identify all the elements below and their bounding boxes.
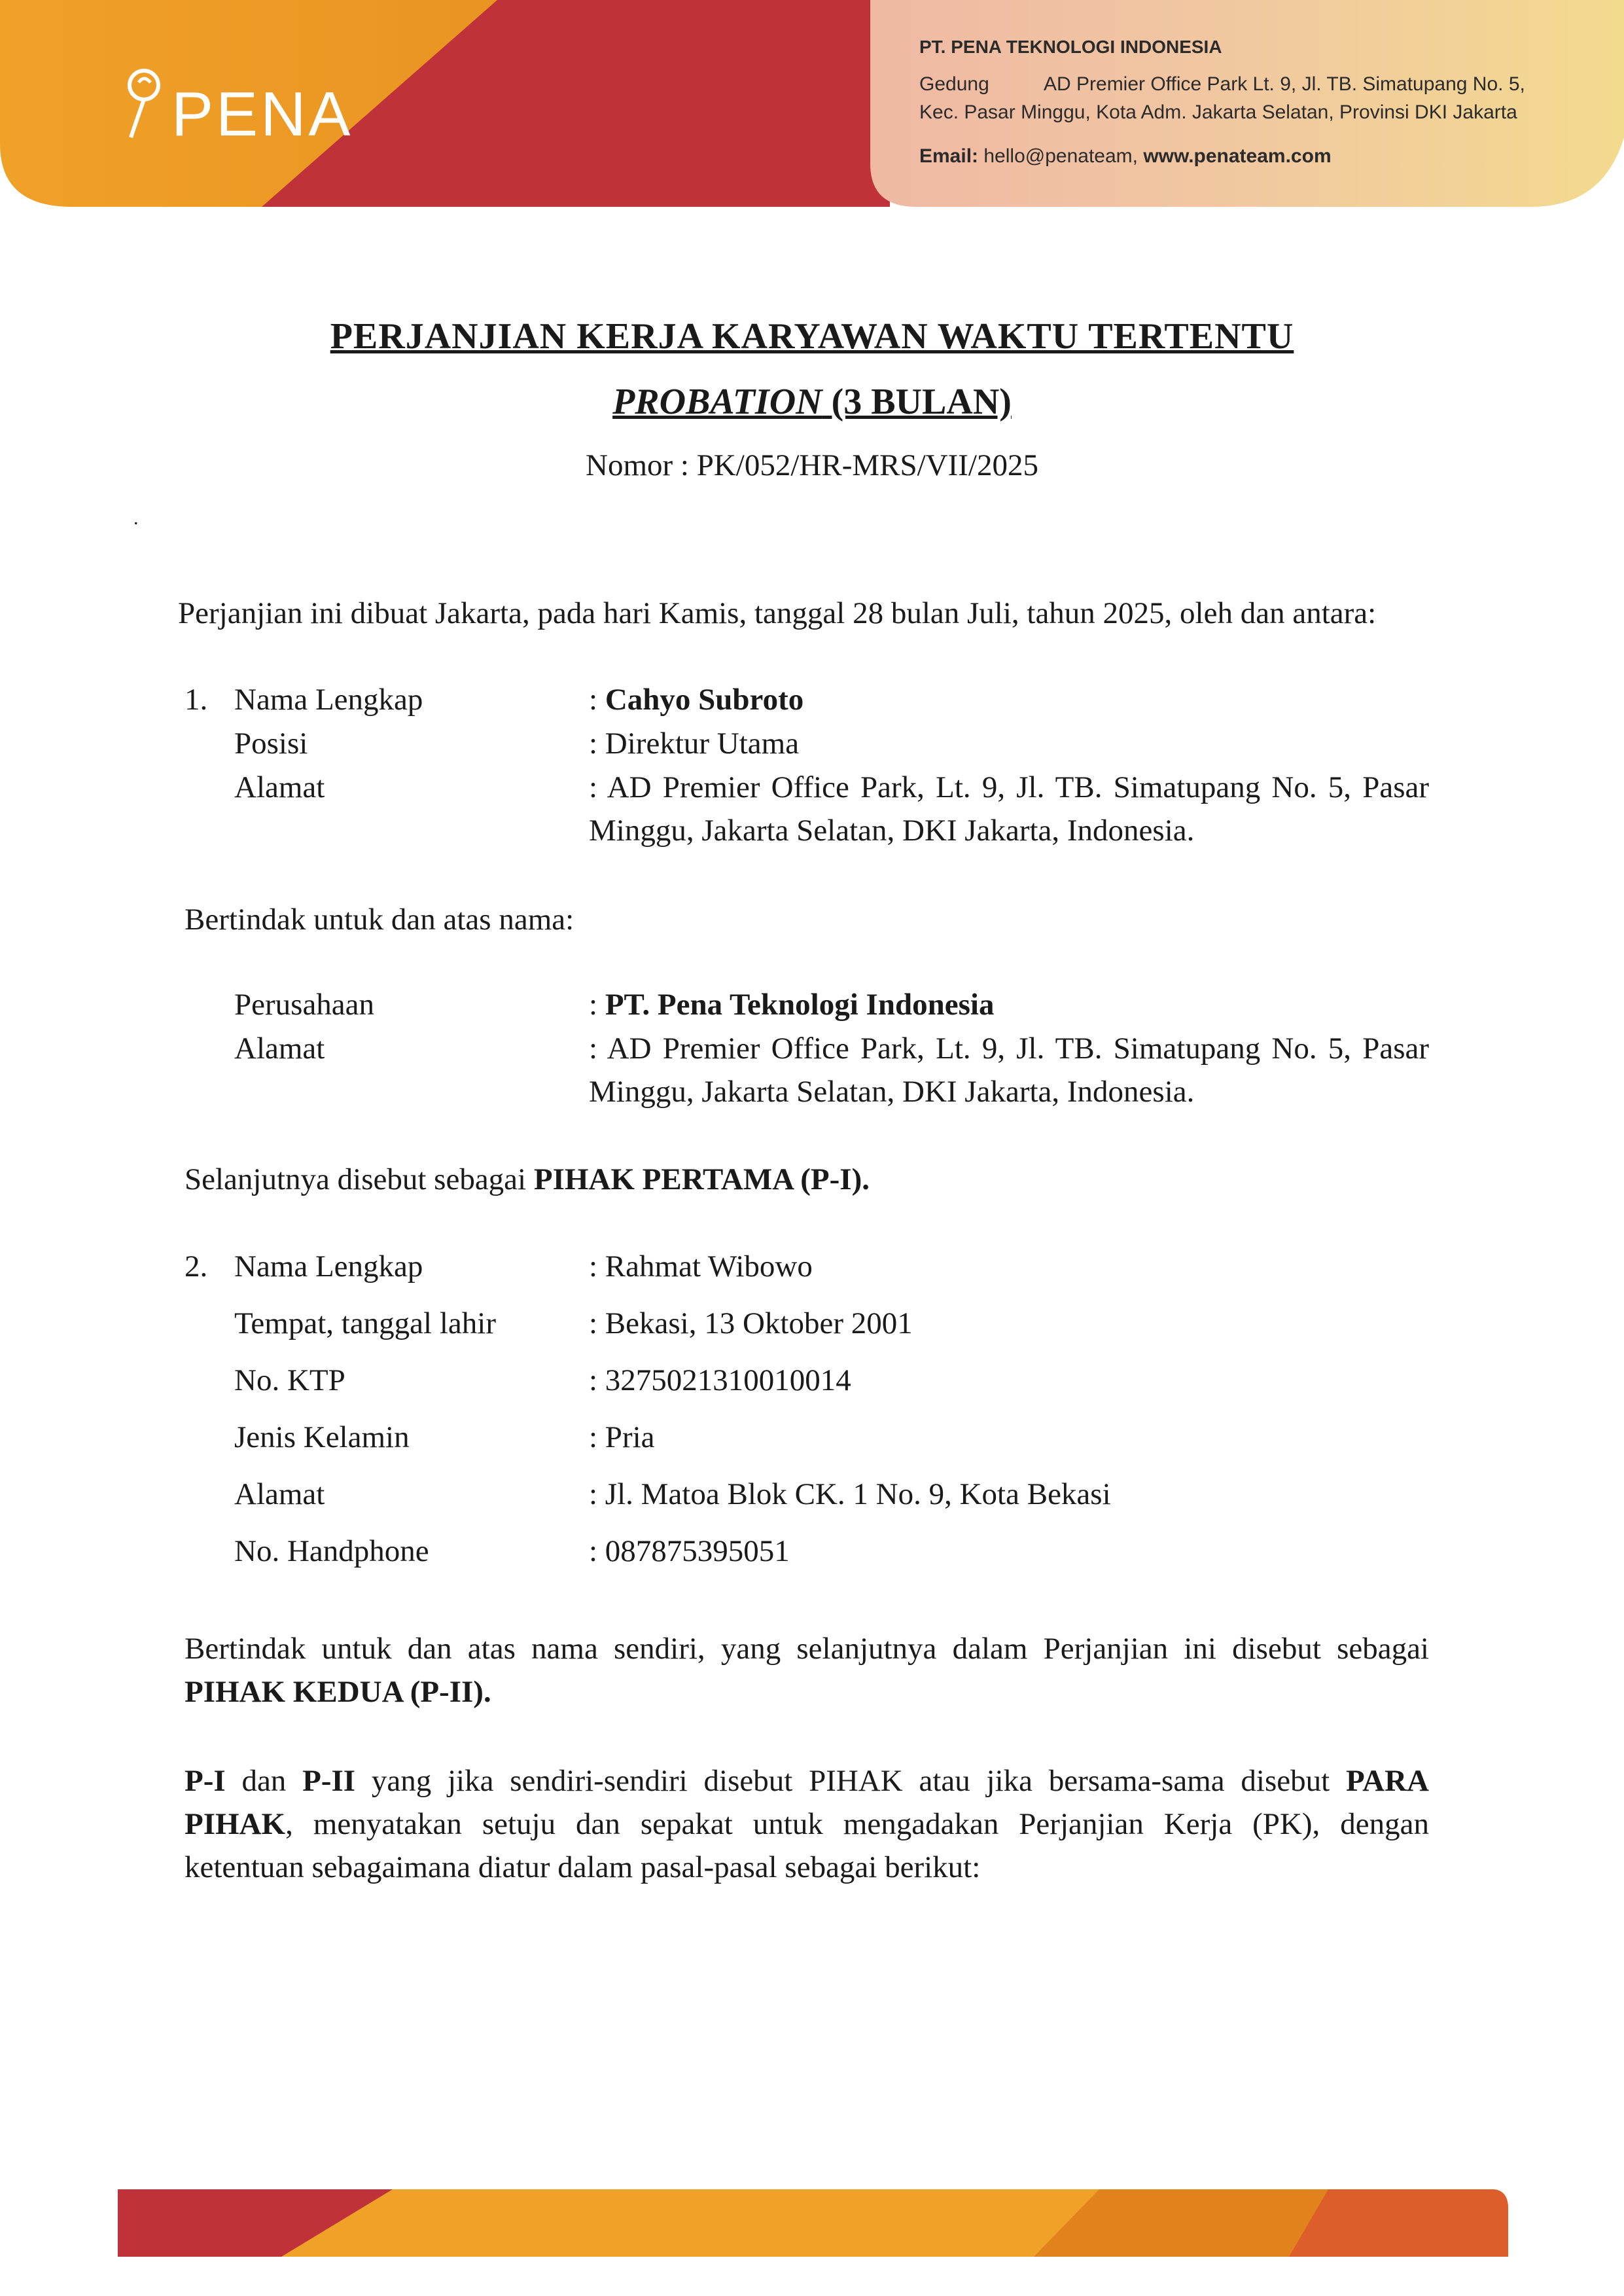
party1-index: 1. xyxy=(185,683,208,717)
party2-label-name: Nama Lengkap xyxy=(234,1249,423,1283)
company-value-address: : AD Premier Office Park, Lt. 9, Jl. TB. Simatupang No. 5, Pasar Minggu, Jakarta Selatan, DKI Jakarta, Indonesia. xyxy=(589,1031,1429,1109)
p1-bold: P-I xyxy=(185,1764,226,1798)
party1-value-address: : AD Premier Office Park, Lt. 9, Jl. TB. Simatupang No. 5, Pasar Minggu, Jakarta Selatan, DKI Jakarta, Indonesia. xyxy=(589,770,1429,848)
party1-designation xyxy=(185,1162,870,1197)
colon: : xyxy=(589,683,605,717)
party2-value-birth: : Bekasi, 13 Oktober 2001 xyxy=(589,1306,913,1340)
designation-bold: PIHAK KEDUA (P-II). xyxy=(185,1675,491,1709)
party2-value-phone: : 087875395051 xyxy=(589,1534,790,1568)
document-subtitle xyxy=(0,381,1624,423)
company-label-address: Alamat xyxy=(234,1031,325,1066)
party2-label-phone: No. Handphone xyxy=(234,1534,429,1568)
company-name: PT. PENA TEKNOLOGI INDONESIA xyxy=(919,37,1222,57)
party2-value-ktp: : 3275021310010014 xyxy=(589,1363,851,1397)
document-title: PERJANJIAN KERJA KARYAWAN WAKTU TERTENTU xyxy=(330,316,1294,357)
company-address-line1 xyxy=(919,73,1525,96)
party1-value-position: : Direktur Utama xyxy=(589,726,800,761)
party1-value-name xyxy=(589,682,803,717)
intro-paragraph: Perjanjian ini dibuat Jakarta, pada hari Kamis, tanggal 28 bulan Juli, tahun 2025, oleh dan antara: xyxy=(178,596,1377,630)
party2-label-ktp: No. KTP xyxy=(234,1363,345,1397)
company-value-name xyxy=(589,987,994,1022)
closing-and: dan xyxy=(225,1764,303,1798)
party2-value-address: : Jl. Matoa Blok CK. 1 No. 9, Kota Bekasi xyxy=(589,1477,1111,1511)
party2-value-name: : Rahmat Wibowo xyxy=(589,1249,813,1283)
party2-designation xyxy=(185,1627,1429,1713)
document-number: Nomor : PK/052/HR-MRS/VII/2025 xyxy=(586,448,1038,482)
logo-text: PENA xyxy=(171,79,353,149)
closing-rest: , menyatakan setuju dan sepakat untuk mengadakan Perjanjian Kerja (PK), dengan ketentuan sebagaimana diatur dalam pasal-pasal sebagai berikut: xyxy=(185,1807,1429,1884)
party2-index: 2. xyxy=(185,1249,208,1283)
email-label: Email: xyxy=(919,145,979,167)
address-label: Gedung xyxy=(919,73,989,95)
website-link[interactable]: www.penateam.com xyxy=(1143,145,1332,167)
party1-label-address: Alamat xyxy=(234,770,325,804)
subtitle-italic: PROBATION xyxy=(612,382,822,422)
footer-band xyxy=(118,2189,1508,2257)
company-name-bold: PT. Pena Teknologi Indonesia xyxy=(605,988,995,1022)
company-address-line2: Kec. Pasar Minggu, Kota Adm. Jakarta Selatan, Provinsi DKI Jakarta xyxy=(919,101,1517,123)
stray-mark: . xyxy=(133,507,139,529)
closing-paragraph xyxy=(185,1759,1429,1889)
party1-name-bold: Cahyo Subroto xyxy=(605,683,804,717)
party2-value-gender: : Pria xyxy=(589,1420,655,1454)
colon: : xyxy=(589,988,605,1022)
company-contact xyxy=(919,145,1332,168)
subtitle-rest: (3 BULAN) xyxy=(822,382,1012,422)
party1-label-name: Nama Lengkap xyxy=(234,683,423,717)
acting-for-label: Bertindak untuk dan atas nama: xyxy=(185,903,574,937)
party2-label-birth: Tempat, tanggal lahir xyxy=(234,1306,496,1340)
address-text: AD Premier Office Park Lt. 9, Jl. TB. Simatupang No. 5, xyxy=(1044,73,1525,95)
email-value: hello@penateam, xyxy=(978,145,1144,167)
party1-label-position: Posisi xyxy=(234,726,308,761)
para-pihak-bold: PARA PIHAK xyxy=(185,1764,1429,1841)
designation-prefix: Selanjutnya disebut sebagai xyxy=(185,1162,534,1196)
party2-label-gender: Jenis Kelamin xyxy=(234,1420,410,1454)
p2-bold: P-II xyxy=(302,1764,356,1798)
party2-label-address: Alamat xyxy=(234,1477,325,1511)
company-label-name: Perusahaan xyxy=(234,988,375,1022)
designation-prefix: Bertindak untuk dan atas nama sendiri, yang selanjutnya dalam Perjanjian ini disebut sebagai xyxy=(185,1632,1429,1666)
closing-mid: yang jika sendiri-sendiri disebut PIHAK atau jika bersama-sama disebut xyxy=(355,1764,1346,1798)
designation-bold: PIHAK PERTAMA (P-I). xyxy=(533,1162,870,1196)
pena-logo-icon xyxy=(118,65,170,144)
